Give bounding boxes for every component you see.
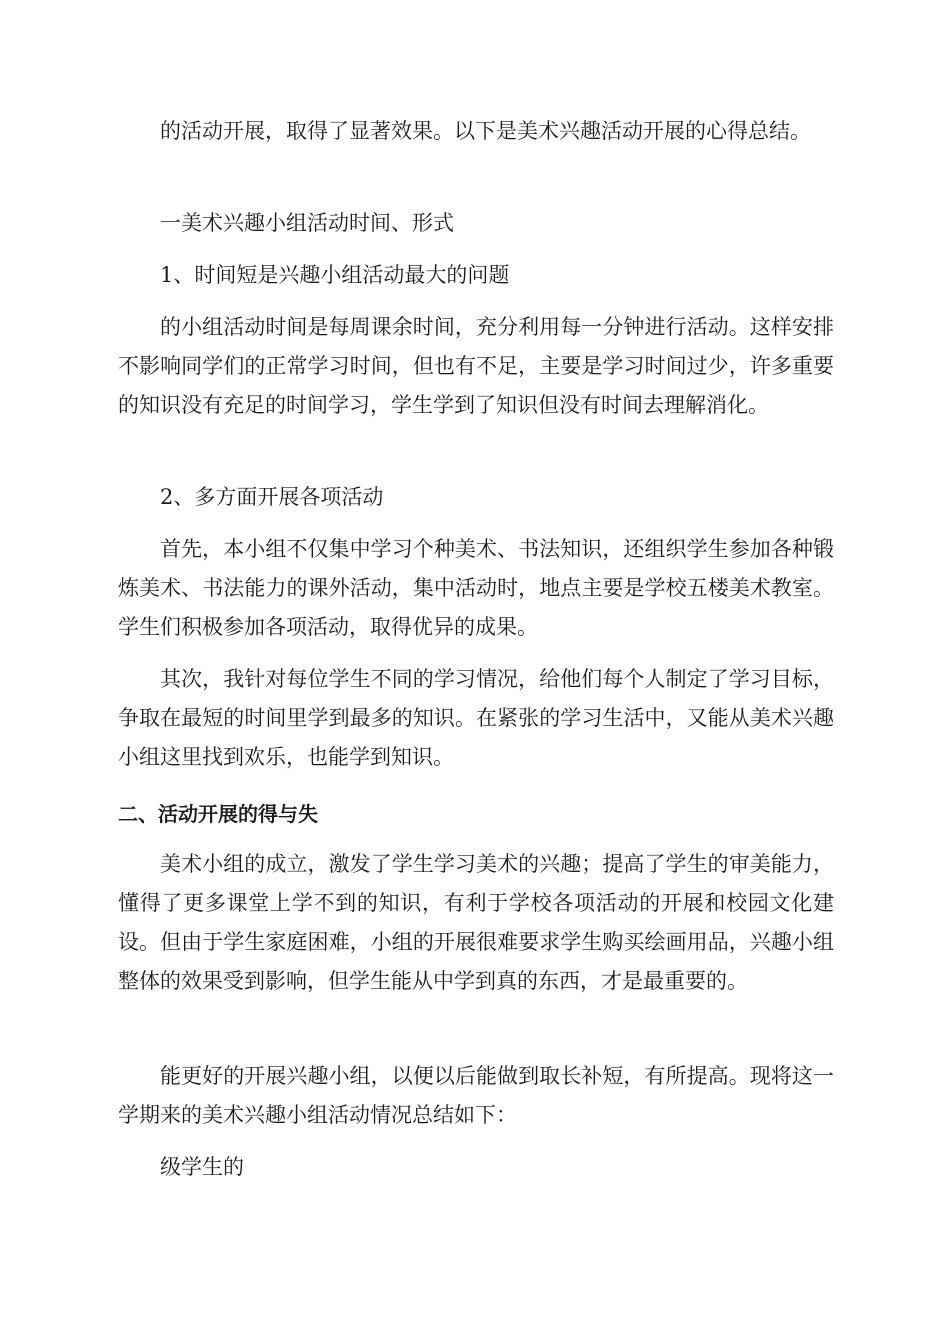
paragraph-second: 其次，我针对每位学生不同的学习情况，给他们每个人制定了学习目标，争取在最短的时间里学到最多的知识。在紧张的学习生活中，又能从美术兴趣小组这里找到欢乐，也能学到知识。 xyxy=(118,667,834,769)
subheading-1-1: 1、时间短是兴趣小组活动最大的问题 xyxy=(160,263,510,287)
paragraph-gains: 美术小组的成立，激发了学生学习美术的兴趣；提高了学生的审美能力，懂得了更多课堂上学不到的知识，有利于学校各项活动的开展和校园文化建设。但由于学生家庭困难，小组的开展很难要求学生购买绘画用品，兴趣小组整体的效果受到影响，但学生能从中学到真的东西，才是最重要的。 xyxy=(118,852,834,993)
paragraph-first: 首先，本小组不仅集中学习个种美术、书法知识，还组织学生参加各种锻炼美术、书法能力的课外活动，集中活动时，地点主要是学校五楼美术教室。学生们积极参加各项活动，取得优异的成果。 xyxy=(118,537,834,639)
paragraph-fragment: 级学生的 xyxy=(160,1155,244,1179)
paragraph-summary: 能更好的开展兴趣小组，以便以后能做到取长补短，有所提高。现将这一学期来的美术兴趣小组活动情况总结如下： xyxy=(118,1064,834,1127)
paragraph-time: 的小组活动时间是每周课余时间，充分利用每一分钟进行活动。这样安排不影响同学们的正常学习时间，但也有不足，主要是学习时间过少，许多重要的知识没有充足的时间学习，学生学到了知识但没有时间去理解消化。 xyxy=(118,315,834,417)
paragraph-intro: 的活动开展，取得了显著效果。以下是美术兴趣活动开展的心得总结。 xyxy=(160,119,811,143)
subheading-1-2: 2、多方面开展各项活动 xyxy=(160,485,384,509)
section-heading-1: 一美术兴趣小组活动时间、形式 xyxy=(160,211,454,235)
section-heading-2: 二、活动开展的得与失 xyxy=(118,802,318,826)
